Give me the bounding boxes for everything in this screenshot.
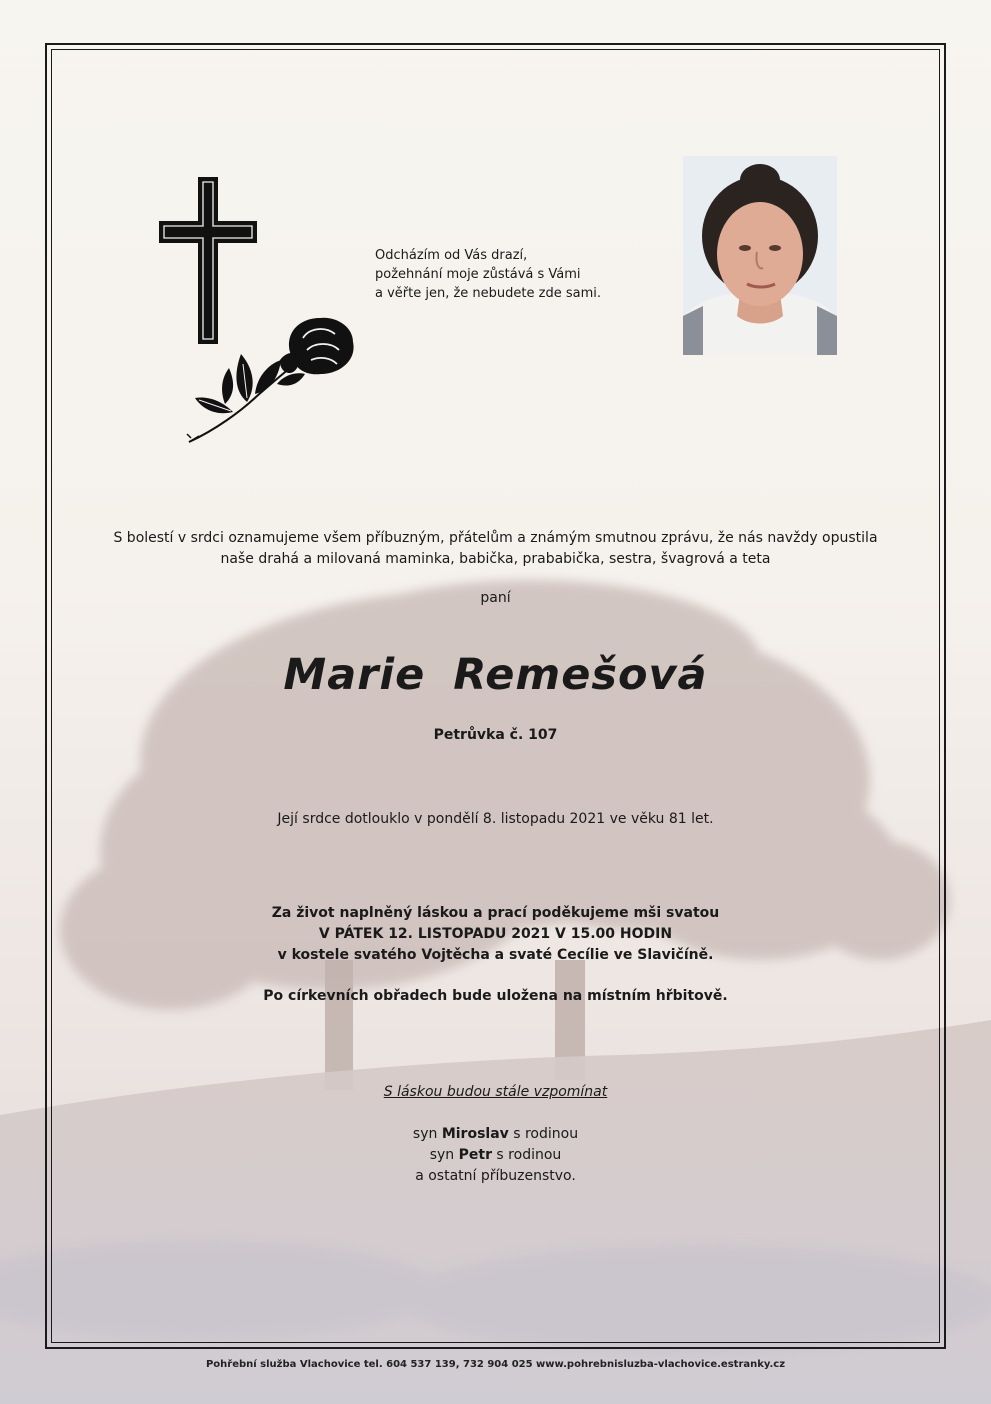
announcement-line: S bolestí v srdci oznamujeme všem příbuzným, přátelům a známým smutnou zprávu, že nás navždy opustila	[113, 530, 878, 546]
funeral-service-footer: Pohřební služba Vlachovice tel. 604 537 139, 732 904 025 www.pohrebnisluzba-vlachovice.estranky.cz	[205, 1359, 786, 1370]
portrait-photo	[683, 156, 837, 355]
death-notice: Její srdce dotlouklo v pondělí 8. listopadu 2021 ve věku 81 let.	[277, 811, 714, 827]
funeral-line: V PÁTEK 12. LISTOPADU 2021 V 15.00 HODIN	[318, 926, 673, 942]
rose-icon	[185, 312, 360, 447]
relative-item: syn Petr s rodinou	[429, 1147, 562, 1163]
announcement	[60, 528, 931, 570]
funeral-line: Za život naplněný láskou a prací poděkujeme mši svatou	[271, 905, 720, 921]
funeral-line: v kostele svatého Vojtěcha a svaté Cecílie ve Slavičíně.	[277, 947, 714, 963]
announcement-line: naše drahá a milovaná maminka, babička, prababička, sestra, švagrová a teta	[220, 551, 771, 567]
relative-item: syn Miroslav s rodinou	[412, 1126, 579, 1142]
title-honorific: paní	[480, 590, 511, 606]
deceased-name: Marie Remešová	[283, 650, 708, 700]
burial-notice: Po církevních obřadech bude uložena na místním hřbitově.	[263, 988, 728, 1004]
motto-line: a věřte jen, že nebudete zde sami.	[375, 286, 601, 301]
motto-line: Odcházím od Vás drazí,	[375, 248, 528, 263]
motto-line: požehnání moje zůstává s Vámi	[375, 267, 581, 282]
relative-item: a ostatní příbuzenstvo.	[415, 1168, 576, 1184]
funeral-details	[60, 903, 931, 966]
motto-verse	[375, 246, 665, 303]
remembrance-heading: S láskou budou stále vzpomínat	[383, 1084, 608, 1100]
relatives-list	[60, 1124, 931, 1187]
deceased-address: Petrůvka č. 107	[433, 727, 558, 743]
